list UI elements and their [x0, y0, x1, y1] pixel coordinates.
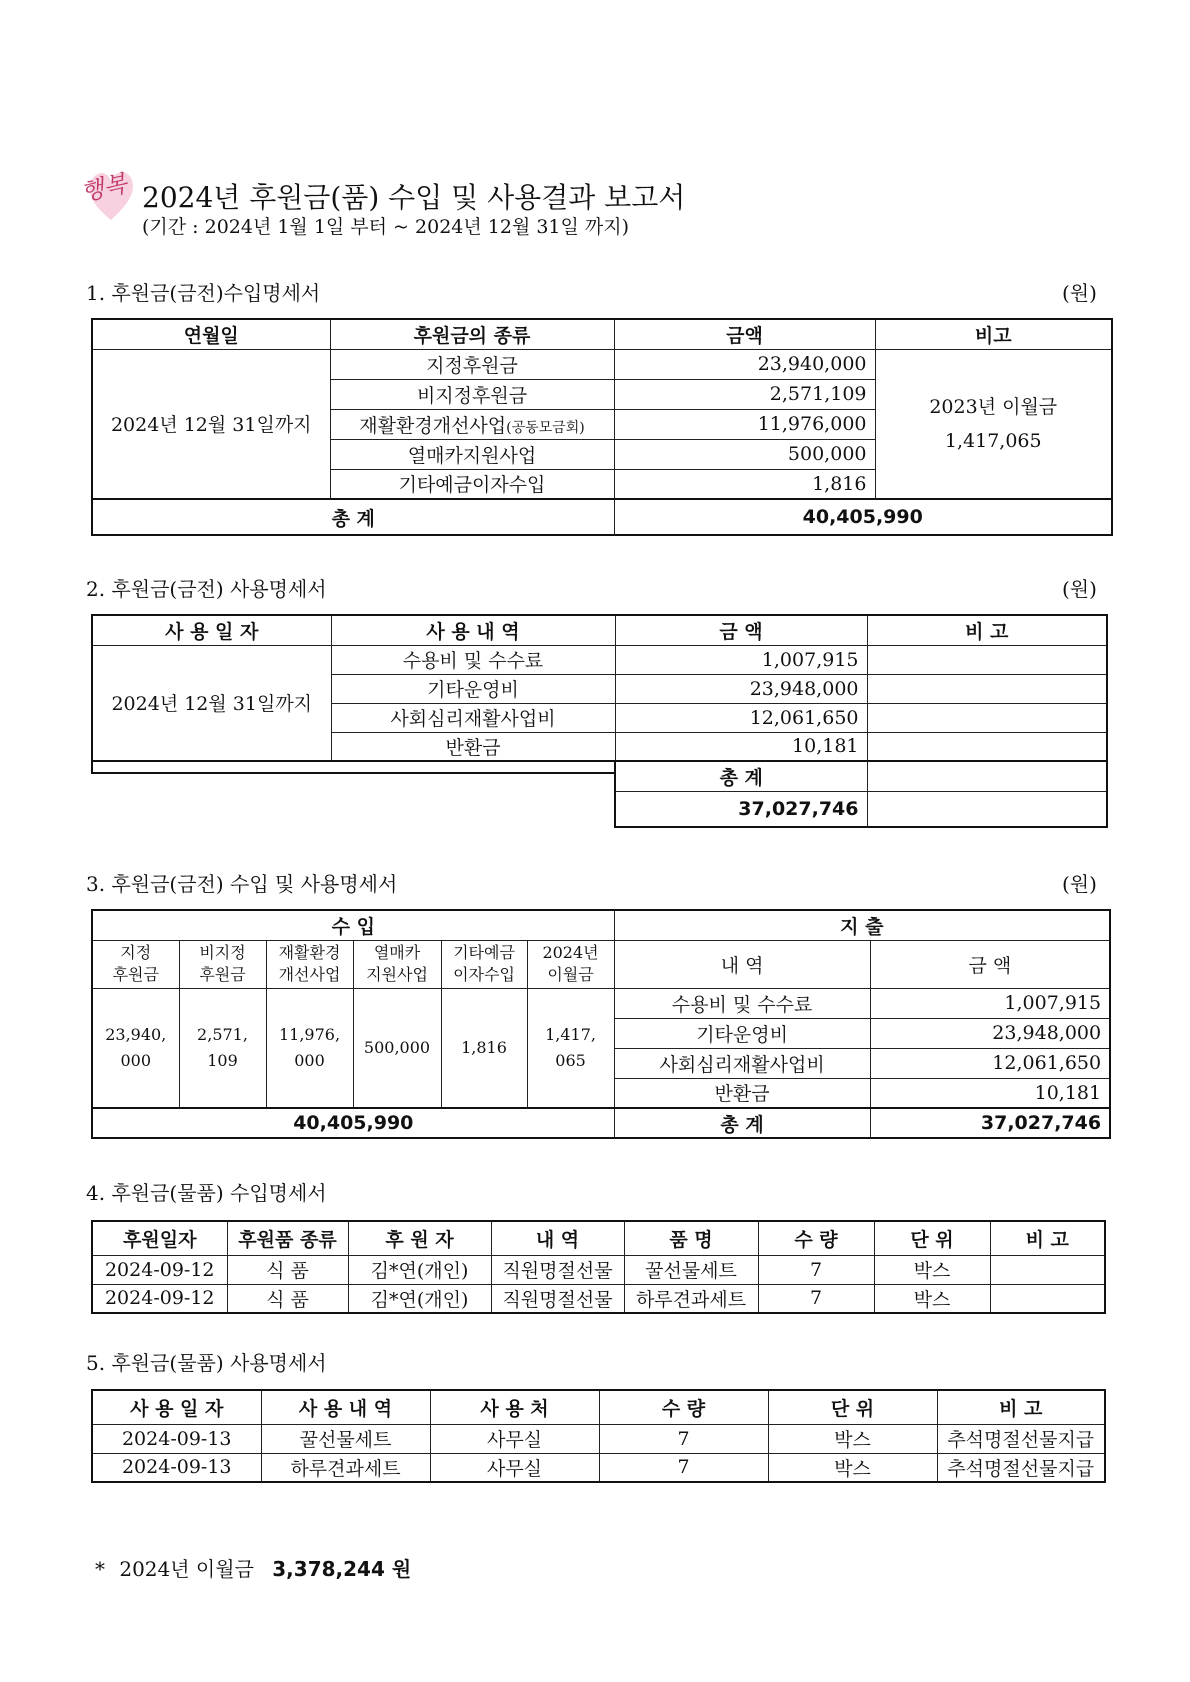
col-date: 사 용 일 자: [92, 1390, 261, 1424]
table-row-item: 반환금: [331, 732, 615, 761]
col-note: 비고: [875, 319, 1112, 349]
table-row-amount: 500,000: [614, 439, 875, 469]
col-item: 사 용 내 역: [261, 1390, 430, 1424]
usage-total-label: 총 계: [615, 761, 867, 791]
col-qty: 수 량: [758, 1221, 874, 1255]
income-header: 수 입: [92, 910, 614, 940]
usage-date: 2024년 12월 31일까지: [92, 645, 331, 761]
expense-total-label: 총 계: [614, 1108, 870, 1138]
expense-header: 지 출: [614, 910, 1110, 940]
section1-heading: 1. 후원금(금전)수입명세서: [86, 281, 321, 305]
income-val: 23,940, 000: [92, 988, 179, 1108]
goods-income-table: [91, 1220, 1106, 1314]
income-col: 재활환경 개선사업: [266, 940, 353, 988]
logo-text: 행복: [78, 169, 130, 207]
table-row-note: [867, 645, 1107, 674]
col-item: 사 용 내 역: [331, 615, 615, 645]
table-row-amount: 2,571,109: [614, 379, 875, 409]
income-total-label: 총 계: [92, 499, 614, 535]
income-expense-table: [91, 909, 1111, 1139]
col-date: 후원일자: [92, 1221, 227, 1255]
income-col: 2024년 이월금: [527, 940, 614, 988]
section3-heading: 3. 후원금(금전) 수입 및 사용명세서: [86, 872, 398, 896]
expense-row-item: 수용비 및 수수료: [614, 988, 870, 1018]
table-row-note: [867, 732, 1107, 761]
expense-row-amount: 10,181: [870, 1078, 1110, 1108]
income-date: 2024년 12월 31일까지: [92, 349, 330, 499]
income-note: 2023년 이월금 1,417,065: [875, 349, 1112, 499]
table-row-note: [867, 674, 1107, 703]
table-row-note: [867, 703, 1107, 732]
report-period: (기간 : 2024년 1월 1일 부터 ~ 2024년 12월 31일 까지): [142, 216, 630, 238]
col-qty: 수 량: [599, 1390, 768, 1424]
income-val: 11,976, 000: [266, 988, 353, 1108]
table-row: 2024-09-12 식 품 김*연(개인) 직원명절선물 꿀선물세트 7 박스: [92, 1255, 1105, 1284]
col-amount: 금액: [614, 319, 875, 349]
expense-total: 37,027,746: [870, 1108, 1110, 1138]
expense-row-item: 반환금: [614, 1078, 870, 1108]
income-total: 40,405,990: [614, 499, 1112, 535]
income-col: 열매카 지원사업: [353, 940, 441, 988]
col-detail: 내 역: [491, 1221, 624, 1255]
table-row-item: 기타운영비: [331, 674, 615, 703]
table-row-amount: 11,976,000: [614, 409, 875, 439]
table-row-amount: 12,061,650: [615, 703, 867, 732]
footer-carryover: [95, 1553, 411, 1582]
col-note: 비 고: [990, 1221, 1105, 1255]
income-col: 지정 후원금: [92, 940, 179, 988]
income-val: 1,816: [441, 988, 527, 1108]
table-row-amount: 10,181: [615, 732, 867, 761]
usage-total: 37,027,746: [615, 791, 867, 827]
section4-heading: 4. 후원금(물품) 수입명세서: [86, 1181, 327, 1205]
table-row-type: 비지정후원금: [330, 379, 614, 409]
expense-row-amount: 23,948,000: [870, 1018, 1110, 1048]
income-col: 비지정 후원금: [179, 940, 266, 988]
col-unit: 단 위: [768, 1390, 937, 1424]
footer-star: *: [95, 1557, 105, 1581]
income-total: 40,405,990: [92, 1108, 614, 1138]
table-row: 2024-09-13 하루견과세트 사무실 7 박스 추석명절선물지급: [92, 1453, 1105, 1482]
section1-unit: (원): [1062, 281, 1097, 305]
section2-heading: 2. 후원금(금전) 사용명세서: [86, 577, 327, 601]
table-row-item: 수용비 및 수수료: [331, 645, 615, 674]
expense-col-item: 내 역: [614, 940, 870, 988]
table-row: 2024-09-13 꿀선물세트 사무실 7 박스 추석명절선물지급: [92, 1424, 1105, 1453]
page-title: 2024년 후원금(품) 수입 및 사용결과 보고서: [142, 181, 686, 214]
col-name: 품 명: [624, 1221, 758, 1255]
section3-unit: (원): [1062, 872, 1097, 896]
table-row-amount: 1,816: [614, 469, 875, 499]
col-place: 사 용 처: [430, 1390, 599, 1424]
expense-col-amount: 금 액: [870, 940, 1110, 988]
table-row-type: 열매카지원사업: [330, 439, 614, 469]
table-row: 2024-09-12 식 품 김*연(개인) 직원명절선물 하루견과세트 7 박스: [92, 1284, 1105, 1313]
income-table: [91, 318, 1113, 536]
expense-row-amount: 1,007,915: [870, 988, 1110, 1018]
table-row-amount: 23,948,000: [615, 674, 867, 703]
table-row-amount: 23,940,000: [614, 349, 875, 379]
goods-usage-table: [91, 1389, 1106, 1483]
col-date: 연월일: [92, 319, 330, 349]
table-row-type: 기타예금이자수입: [330, 469, 614, 499]
expense-row-amount: 12,061,650: [870, 1048, 1110, 1078]
col-date: 사 용 일 자: [92, 615, 331, 645]
table-row-type: 재활환경개선사업(공동모금회): [330, 409, 614, 439]
footer-label: 2024년 이월금: [119, 1557, 254, 1581]
table-row-item: 사회심리재활사업비: [331, 703, 615, 732]
table-row-amount: 1,007,915: [615, 645, 867, 674]
income-val: 2,571, 109: [179, 988, 266, 1108]
section5-heading: 5. 후원금(물품) 사용명세서: [86, 1351, 327, 1375]
income-col: 기타예금 이자수입: [441, 940, 527, 988]
expense-row-item: 사회심리재활사업비: [614, 1048, 870, 1078]
col-type: 후원금의 종류: [330, 319, 614, 349]
income-val: 1,417, 065: [527, 988, 614, 1108]
income-val: 500,000: [353, 988, 441, 1108]
col-note: 비 고: [937, 1390, 1105, 1424]
col-note: 비 고: [867, 615, 1107, 645]
table-row-type: 지정후원금: [330, 349, 614, 379]
col-donor: 후 원 자: [348, 1221, 491, 1255]
col-amount: 금 액: [615, 615, 867, 645]
col-unit: 단 위: [874, 1221, 990, 1255]
col-kind: 후원품 종류: [227, 1221, 348, 1255]
expense-row-item: 기타운영비: [614, 1018, 870, 1048]
section2-unit: (원): [1062, 577, 1097, 601]
footer-amount: 3,378,244 원: [272, 1557, 412, 1581]
